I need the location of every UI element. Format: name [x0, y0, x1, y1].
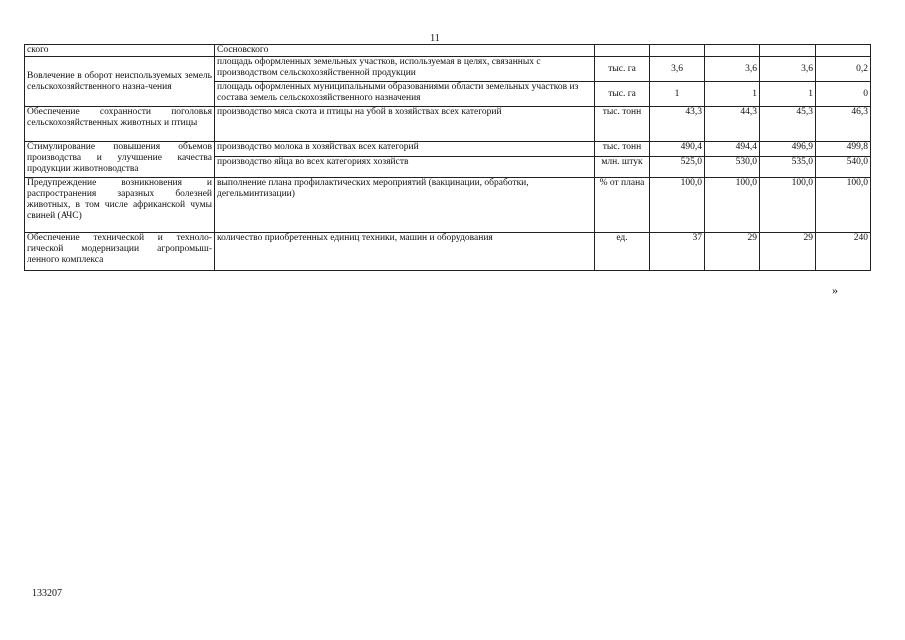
value-cell	[650, 45, 705, 57]
table-row	[25, 57, 871, 82]
value-cell: 1	[760, 82, 816, 107]
value-cell: 490,4	[650, 142, 705, 157]
unit-cell: тыс. тонн	[595, 142, 650, 157]
task-cell: ского	[25, 45, 215, 57]
value-cell: 37	[650, 233, 705, 271]
value-cell: 43,3	[650, 107, 705, 142]
indicator-cell: производство мяса скота и птицы на убой в хозяйствах всех категорий	[215, 107, 595, 142]
indicator-cell: площадь оформленных земельных участков, используемая в целях, связанных с производством сельскохозяйственной продукции	[215, 57, 595, 82]
value-cell: 29	[705, 233, 760, 271]
indicator-cell: производство молока в хозяйствах всех категорий	[215, 142, 595, 157]
document-code: 133207	[32, 588, 62, 599]
value-cell: 100,0	[705, 178, 760, 233]
value-cell	[705, 45, 760, 57]
value-cell: 499,8	[816, 142, 871, 157]
unit-cell: тыс. тонн	[595, 107, 650, 142]
value-cell: 530,0	[705, 157, 760, 178]
page-number: 11	[430, 33, 440, 44]
value-cell: 1	[705, 82, 760, 107]
table-row	[25, 107, 871, 142]
value-cell: 100,0	[760, 178, 816, 233]
value-cell: 100,0	[816, 178, 871, 233]
value-cell: 240	[816, 233, 871, 271]
value-cell: 535,0	[760, 157, 816, 178]
unit-cell: тыс. га	[595, 57, 650, 82]
indicator-cell: выполнение плана профилактических мероприятий (вакцинации, обработки, дегельминтизации)	[215, 178, 595, 233]
table-row	[25, 233, 871, 271]
value-cell: 540,0	[816, 157, 871, 178]
indicator-cell: площадь оформленных муниципальными образованиями области земельных участков из состава земель сельскохозяйственного назначения	[215, 82, 595, 107]
task-cell: Обеспечение технической и техноло-гической модернизации агропромыш-ленного комплекса	[25, 233, 215, 271]
table-row	[25, 142, 871, 157]
value-cell: 100,0	[650, 178, 705, 233]
value-cell: 494,4	[705, 142, 760, 157]
value-cell: 0	[816, 82, 871, 107]
value-cell: 525,0	[650, 157, 705, 178]
task-cell: Обеспечение сохранности поголовья сельскохозяйственных животных и птицы	[25, 107, 215, 142]
indicator-cell: производство яйца во всех категориях хозяйств	[215, 157, 595, 178]
value-cell: 44,3	[705, 107, 760, 142]
value-cell: 29	[760, 233, 816, 271]
value-cell	[760, 45, 816, 57]
table-row	[25, 178, 871, 233]
task-cell: Вовлечение в оборот неиспользуемых земель сельскохозяйственного назна-чения	[25, 57, 215, 107]
value-cell: 45,3	[760, 107, 816, 142]
table-row	[25, 45, 871, 57]
unit-cell: млн. штук	[595, 157, 650, 178]
task-cell: Стимулирование повышения объемов производства и улучшение качества продукции животноводства	[25, 142, 215, 178]
value-cell: 46,3	[816, 107, 871, 142]
value-cell: 0,2	[816, 57, 871, 82]
value-cell: 3,6	[650, 57, 705, 82]
closing-quote: »	[832, 283, 838, 297]
unit-cell: тыс. га	[595, 82, 650, 107]
value-cell: 3,6	[760, 57, 816, 82]
indicators-table	[24, 44, 871, 271]
indicator-cell: количество приобретенных единиц техники, машин и оборудования	[215, 233, 595, 271]
unit-cell	[595, 45, 650, 57]
unit-cell: % от плана	[595, 178, 650, 233]
value-cell: 1	[650, 82, 705, 107]
indicator-cell: Сосновского	[215, 45, 595, 57]
value-cell: 496,9	[760, 142, 816, 157]
value-cell	[816, 45, 871, 57]
value-cell: 3,6	[705, 57, 760, 82]
task-cell: Предупреждение возникновения и распространения заразных болезней животных, в том числе африканской чумы свиней (АЧС)	[25, 178, 215, 233]
unit-cell: ед.	[595, 233, 650, 271]
